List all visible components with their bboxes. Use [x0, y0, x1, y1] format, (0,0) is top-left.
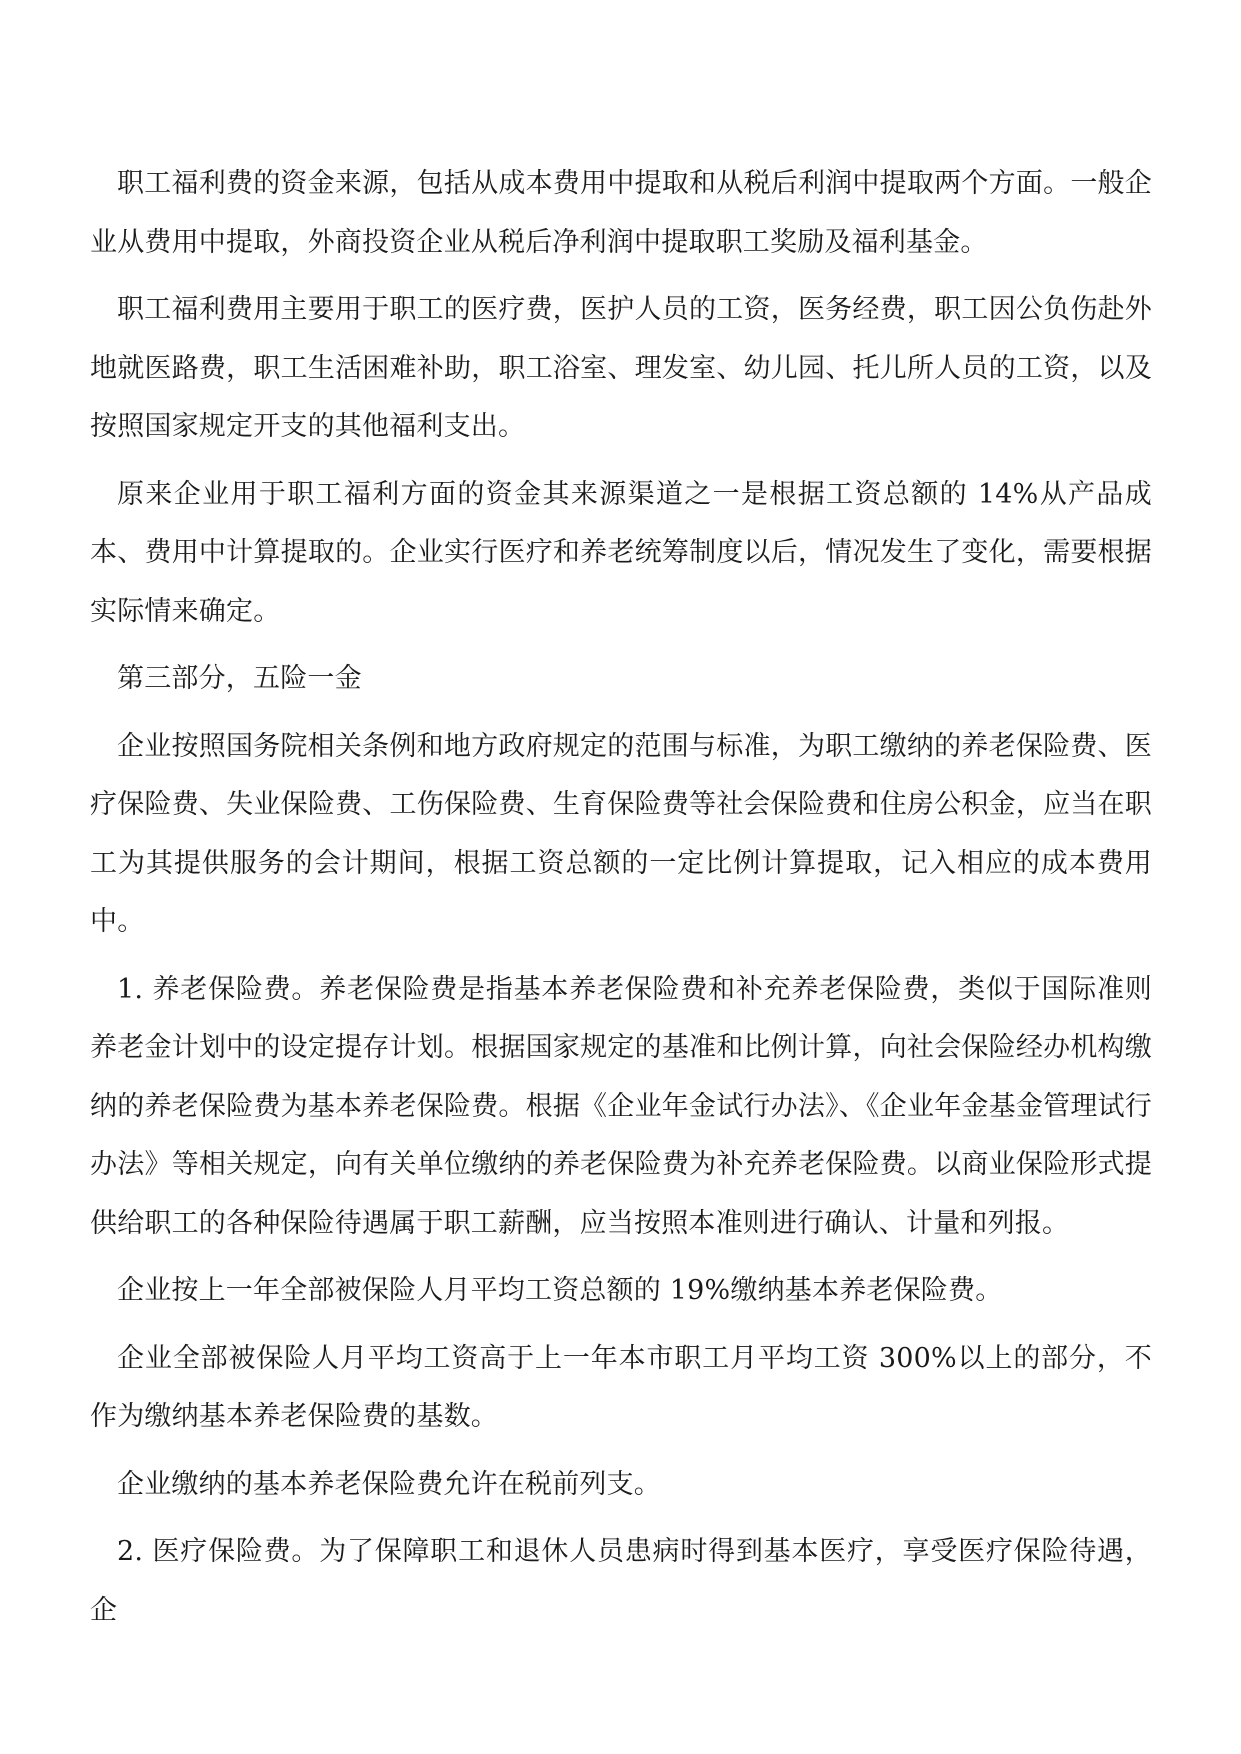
document-body — [90, 155, 1152, 1649]
paragraph-pension-insurance: 1. 养老保险费。养老保险费是指基本养老保险费和补充养老保险费，类似于国际准则养老金计划中的设定提存计划。根据国家规定的基准和比例计算，向社会保险经办机构缴纳的养老保险费为基本养老保险费。根据《企业年金试行办法》、《企业年金基金管理试行办法》等相关规定，向有关单位缴纳的养老保险费为补充养老保险费。以商业保险形式提供给职工的各种保险待遇属于职工薪酬，应当按照本准则进行确认、计量和列报。 — [90, 973, 1152, 1239]
paragraph-welfare-funding-source: 职工福利费的资金来源，包括从成本费用中提取和从税后利润中提取两个方面。一般企业从费用中提取，外商投资企业从税后净利润中提取职工奖励及福利基金。 — [90, 168, 1152, 258]
paragraph-medical-insurance: 2. 医疗保险费。为了保障职工和退休人员患病时得到基本医疗，享受医疗保险待遇，企 — [90, 1536, 1152, 1626]
paragraph-social-insurance-overview: 企业按照国务院相关条例和地方政府规定的范围与标准，为职工缴纳的养老保险费、医疗保险费、失业保险费、工伤保险费、生育保险费等社会保险费和住房公积金，应当在职工为其提供服务的会计期间，根据工资总额的一定比例计算提取，记入相应的成本费用中。 — [90, 730, 1152, 937]
paragraph-welfare-usage: 职工福利费用主要用于职工的医疗费，医护人员的工资，医务经费，职工因公负伤赴外地就医路费，职工生活困难补助，职工浴室、理发室、幼儿园、托儿所人员的工资，以及按照国家规定开支的其他福利支出。 — [90, 294, 1152, 442]
paragraph-pension-tax-deduction: 企业缴纳的基本养老保险费允许在税前列支。 — [117, 1468, 661, 1500]
section-heading-part-three: 第三部分，五险一金 — [117, 663, 362, 694]
paragraph-pension-rate: 企业按上一年全部被保险人月平均工资总额的 19%缴纳基本养老保险费。 — [117, 1275, 1003, 1306]
paragraph-pension-cap: 企业全部被保险人月平均工资高于上一年本市职工月平均工资 300%以上的部分，不作为缴纳基本养老保险费的基数。 — [90, 1342, 1152, 1432]
paragraph-welfare-original-source: 原来企业用于职工福利方面的资金其来源渠道之一是根据工资总额的 14%从产品成本、费用中计算提取的。企业实行医疗和养老统筹制度以后，情况发生了变化，需要根据实际情来确定。 — [90, 478, 1152, 627]
